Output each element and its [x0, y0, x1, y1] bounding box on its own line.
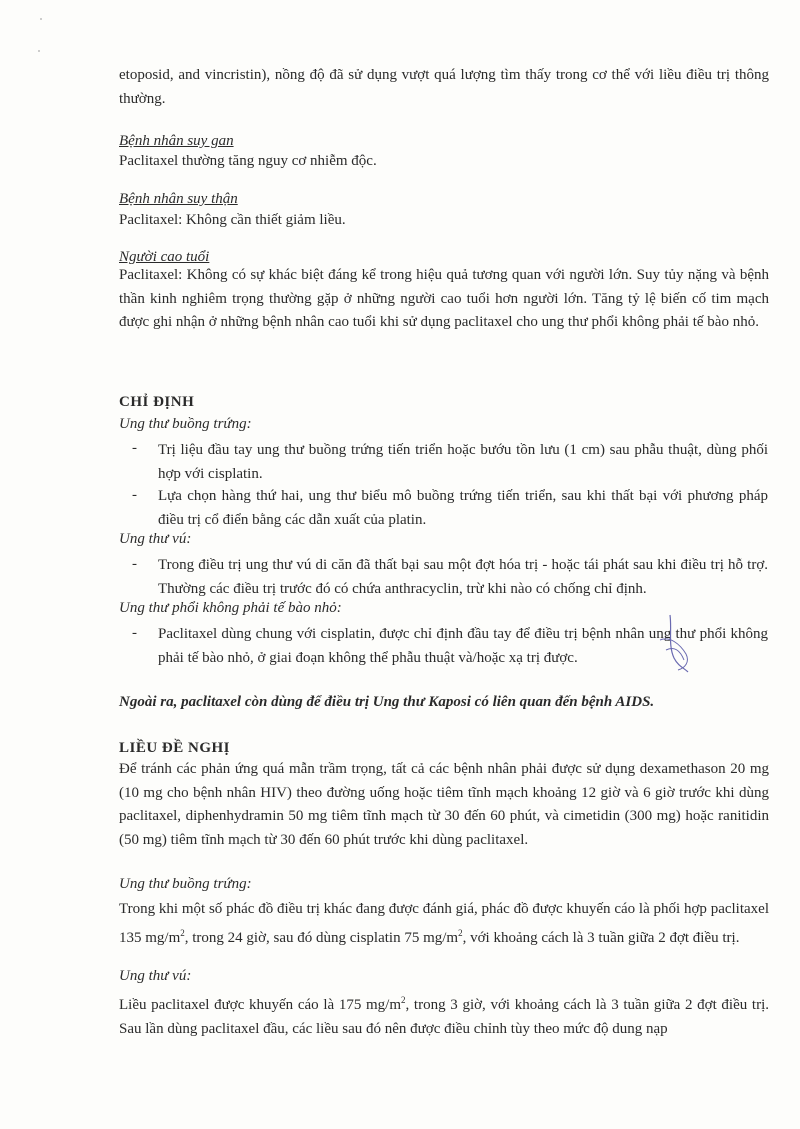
indications-lung-heading: Ung thư phổi không phải tế bào nhỏ: — [119, 600, 342, 616]
dosage-intro: Để tránh các phản ứng quá mẫn trầm trọng, tất cả các bệnh nhân phải được sử dụng dexamethason 20 mg (10 mg cho bệnh nhân HIV) theo đường uống hoặc tiêm tĩnh mạch khoảng 12 giờ và 6 giờ trước khi dùng paclitaxel, diphenhydramin 50 mg tiêm tĩnh mạch từ 30 đến 60 phút, và cimetidin (300 mg) hoặc ranitidin (50 mg) tiêm tĩnh mạch từ 30 đến 60 phút trước khi dùng paclitaxel. — [119, 761, 769, 848]
list-item: Trong điều trị ung thư vú di căn đã thất bại sau một đợt hóa trị - hoặc tái phát sau khi điều trị hỗ trợ. Thường các điều trị trước đó có chứa anthracyclin, trừ khi nào có chống chỉ định. — [158, 557, 768, 597]
bullet-dash: - — [132, 556, 137, 572]
elderly-heading: Người cao tuổi — [119, 249, 210, 265]
dosage-breast-heading: Ung thư vú: — [119, 968, 192, 984]
dosage-breast-text — [119, 989, 769, 1041]
hepatic-heading: Bệnh nhân suy gan — [119, 133, 234, 149]
dosage-ovarian-text-b: , trong 24 giờ, sau đó dùng cisplatin 75 mg/m — [184, 929, 459, 946]
superscript: 2 — [180, 927, 185, 938]
bullet-dash: - — [132, 625, 137, 641]
indications-title: CHỈ ĐỊNH — [119, 394, 195, 410]
list-item: Trị liệu đầu tay ung thư buồng trứng tiến triển hoặc bướu tồn lưu (1 cm) sau phẫu thuật, dùng phối hợp với cisplatin. — [158, 442, 768, 482]
bullet-dash: - — [132, 440, 137, 456]
scan-speck — [40, 18, 42, 20]
handwritten-mark — [640, 610, 720, 680]
dosage-ovarian-text-a: Trong khi một số phác đồ điều trị khác đang được đánh giá, phác đồ được khuyến cáo là phối hợp paclitaxel 135 mg/m — [119, 901, 769, 946]
kaposi-note: Ngoài ra, paclitaxel còn dùng để điều trị Ung thư Kaposi có liên quan đến bệnh AIDS. — [119, 694, 655, 710]
dosage-breast-text-a: Liều paclitaxel được khuyến cáo là 175 mg/m — [119, 997, 402, 1013]
superscript: 2 — [458, 927, 463, 938]
renal-heading: Bệnh nhân suy thận — [119, 191, 238, 207]
indications-ovarian-heading: Ung thư buồng trứng: — [119, 416, 252, 432]
dosage-breast-text-b: , trong 3 giờ, với khoảng cách là 3 tuần giữa 2 đợt điều trị. Sau lần dùng paclitaxel đầu, các liều sau đó nên được điều chỉnh tùy theo mức độ dung nạp — [119, 997, 770, 1037]
list-item: Paclitaxel dùng chung với cisplatin, được chỉ định đầu tay để điều trị bệnh nhân ung thư phổi không phải tế bào nhỏ, ở giai đoạn không thể phẫu thuật và/hoặc xạ trị được. — [158, 626, 768, 666]
dosage-ovarian-text — [119, 898, 769, 950]
dosage-ovarian-heading: Ung thư buồng trứng: — [119, 876, 252, 892]
bullet-dash: - — [132, 487, 137, 503]
continuation-paragraph: etoposid, and vincristin), nồng độ đã sử dụng vượt quá lượng tìm thấy trong cơ thể với liều điều trị thông thường. — [119, 67, 769, 107]
scan-speck — [38, 50, 40, 52]
superscript: 2 — [401, 995, 406, 1005]
hepatic-text: Paclitaxel thường tăng nguy cơ nhiễm độc. — [119, 153, 377, 169]
list-item: Lựa chọn hàng thứ hai, ung thư biểu mô buồng trứng tiến triển, sau khi thất bại với phương pháp điều trị cổ điển bằng các dẫn xuất của platin. — [158, 488, 768, 528]
elderly-text: Paclitaxel: Không có sự khác biệt đáng kể trong hiệu quả tương quan với người lớn. Suy tủy nặng và bệnh thần kinh nghiêm trọng thường gặp ở những người cao tuổi hơn người lớn. Tăng tỷ lệ biến cố tim mạch được ghi nhận ở những bệnh nhân cao tuổi khi sử dụng paclitaxel cho ung thư phổi không phải tế bào nhỏ. — [119, 267, 769, 330]
renal-text: Paclitaxel: Không cần thiết giảm liều. — [119, 212, 346, 228]
dosage-ovarian-text-c: , với khoảng cách là 3 tuần giữa 2 đợt điều trị. — [462, 929, 740, 946]
dosage-title: LIỀU ĐỀ NGHỊ — [119, 740, 231, 756]
indications-breast-heading: Ung thư vú: — [119, 531, 192, 547]
